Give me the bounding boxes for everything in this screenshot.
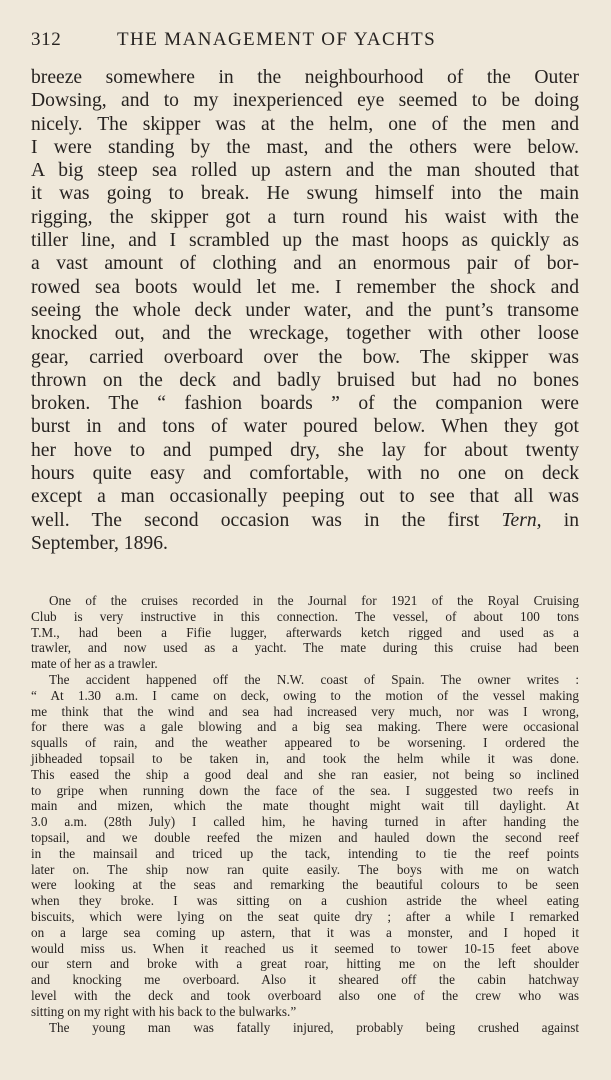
footnote-text (31, 593, 579, 1035)
footnote-line: squalls of rain, and the weather appeared to be worsening. I ordered the (31, 735, 579, 751)
body-line: I were standing by the mast, and the others were below. (31, 136, 579, 158)
footnote-line: would miss us. When it reached us it seemed to tower 10-15 feet above (31, 940, 579, 956)
body-line: A big steep sea rolled up astern and the man shouted that (31, 160, 579, 182)
footnote-line: on a large sea coming up astern, that it was a monster, and I hoped it (31, 924, 579, 940)
body-line: it was going to break. He swung himself into the main (31, 183, 579, 205)
footnote-line: mate of her as a trawler. (31, 656, 158, 672)
footnote-line: sitting on my right with his back to the bulwarks.” (31, 1003, 297, 1019)
footnote-line: for there was a gale blowing and a big sea making. There were occasional (31, 719, 579, 735)
footnote-line: T.M., had been a Fifie lugger, afterwards ketch rigged and used as a (31, 624, 579, 640)
body-line: Dowsing, and to my inexperienced eye seemed to be doing (31, 90, 579, 112)
footnote-line: our stern and broke with a great roar, hitting me on the left shoulder (31, 956, 579, 972)
footnote-line: The accident happened off the N.W. coast of Spain. The owner writes : (49, 671, 579, 687)
body-line: broken. The “ fashion boards ” of the companion were (31, 393, 579, 415)
footnote-line: were looking at the seas and remarking the beautiful colours to be seen (31, 877, 579, 893)
footnote-line: main and mizen, which the mate thought might wait till daylight. At (31, 798, 579, 814)
body-line: hours quite easy and comfortable, with no one on deck (31, 463, 579, 485)
body-line-text: well. The second occasion was in the first (31, 509, 502, 531)
body-line: burst in and tons of water poured below. When they got (31, 416, 579, 438)
body-line: nicely. The skipper was at the helm, one of the men and (31, 113, 579, 135)
footnote-line: Club is very instructive in this connection. The vessel, of about 100 tons (31, 608, 579, 624)
body-line: gear, carried overboard over the bow. The skipper was (31, 346, 579, 368)
page-number: 312 (31, 29, 62, 50)
footnote-line: The young man was fatally injured, probably being crushed against (49, 1019, 579, 1035)
footnote-line: level with the deck and took overboard also one of the crew who was (31, 987, 579, 1003)
footnote-line: and knocking me overboard. Also it sheared off the cabin hatchway (31, 972, 579, 988)
body-line: September, 1896. (31, 532, 168, 554)
footnote-line: to gripe when running down the face of the sea. I suggested two reefs in (31, 782, 579, 798)
body-line (31, 509, 579, 532)
footnote-line: This eased the ship a good deal and she ran easier, not being so inclined (31, 766, 579, 782)
yacht-name-italic: Tern, (501, 509, 542, 531)
body-line: a vast amount of clothing and an enormous pair of bor- (31, 253, 579, 275)
body-line-text: in (541, 509, 579, 531)
footnote-line: jibheaded topsail to be taken in, and took the helm while it was done. (31, 750, 579, 766)
body-line: her hove to and pumped dry, she lay for about twenty (31, 439, 579, 461)
footnote-line: me think that the wind and sea had increased very much, nor was I wrong, (31, 703, 579, 719)
body-line: rigging, the skipper got a turn round his waist with the (31, 206, 579, 228)
footnote-line: 3.0 a.m. (28th July) I called him, he having turned in after handing the (31, 814, 579, 830)
body-line: thrown on the deck and badly bruised but had no bones (31, 369, 579, 391)
body-line: breeze somewhere in the neighbourhood of the Outer (31, 67, 579, 88)
running-title: THE MANAGEMENT OF YACHTS (117, 29, 437, 50)
footnote-line: in the mainsail and triced up the tack, intending to tie the reef points (31, 845, 579, 861)
footnote-line: trawler, and now used as a yacht. The mate during this cruise had been (31, 640, 579, 656)
footnote-line: One of the cruises recorded in the Journal for 1921 of the Royal Cruising (49, 593, 579, 608)
body-line: tiller line, and I scrambled up the mast hoops as quickly as (31, 230, 579, 252)
footnote-line: when they broke. I was sitting on a cushion astride the wheel eating (31, 893, 579, 909)
footnote-line: biscuits, which were lying on the seat quite dry ; after a while I remarked (31, 908, 579, 924)
body-line: except a man occasionally peeping out to see that all was (31, 486, 579, 508)
page-header (31, 29, 579, 53)
body-line: seeing the whole deck under water, and the punt’s transome (31, 299, 579, 321)
body-line: knocked out, and the wreckage, together with other loose (31, 323, 579, 345)
body-line: rowed sea boots would let me. I remember the shock and (31, 276, 579, 298)
footnote-line: “ At 1.30 a.m. I came on deck, owing to the motion of the vessel making (31, 687, 579, 703)
footnote-line: later on. The ship now ran quite easily. The boys with me on watch (31, 861, 579, 877)
main-body-text (31, 66, 579, 555)
footnote-line: topsail, and we double reefed the mizen and hauled down the second reef (31, 829, 579, 845)
